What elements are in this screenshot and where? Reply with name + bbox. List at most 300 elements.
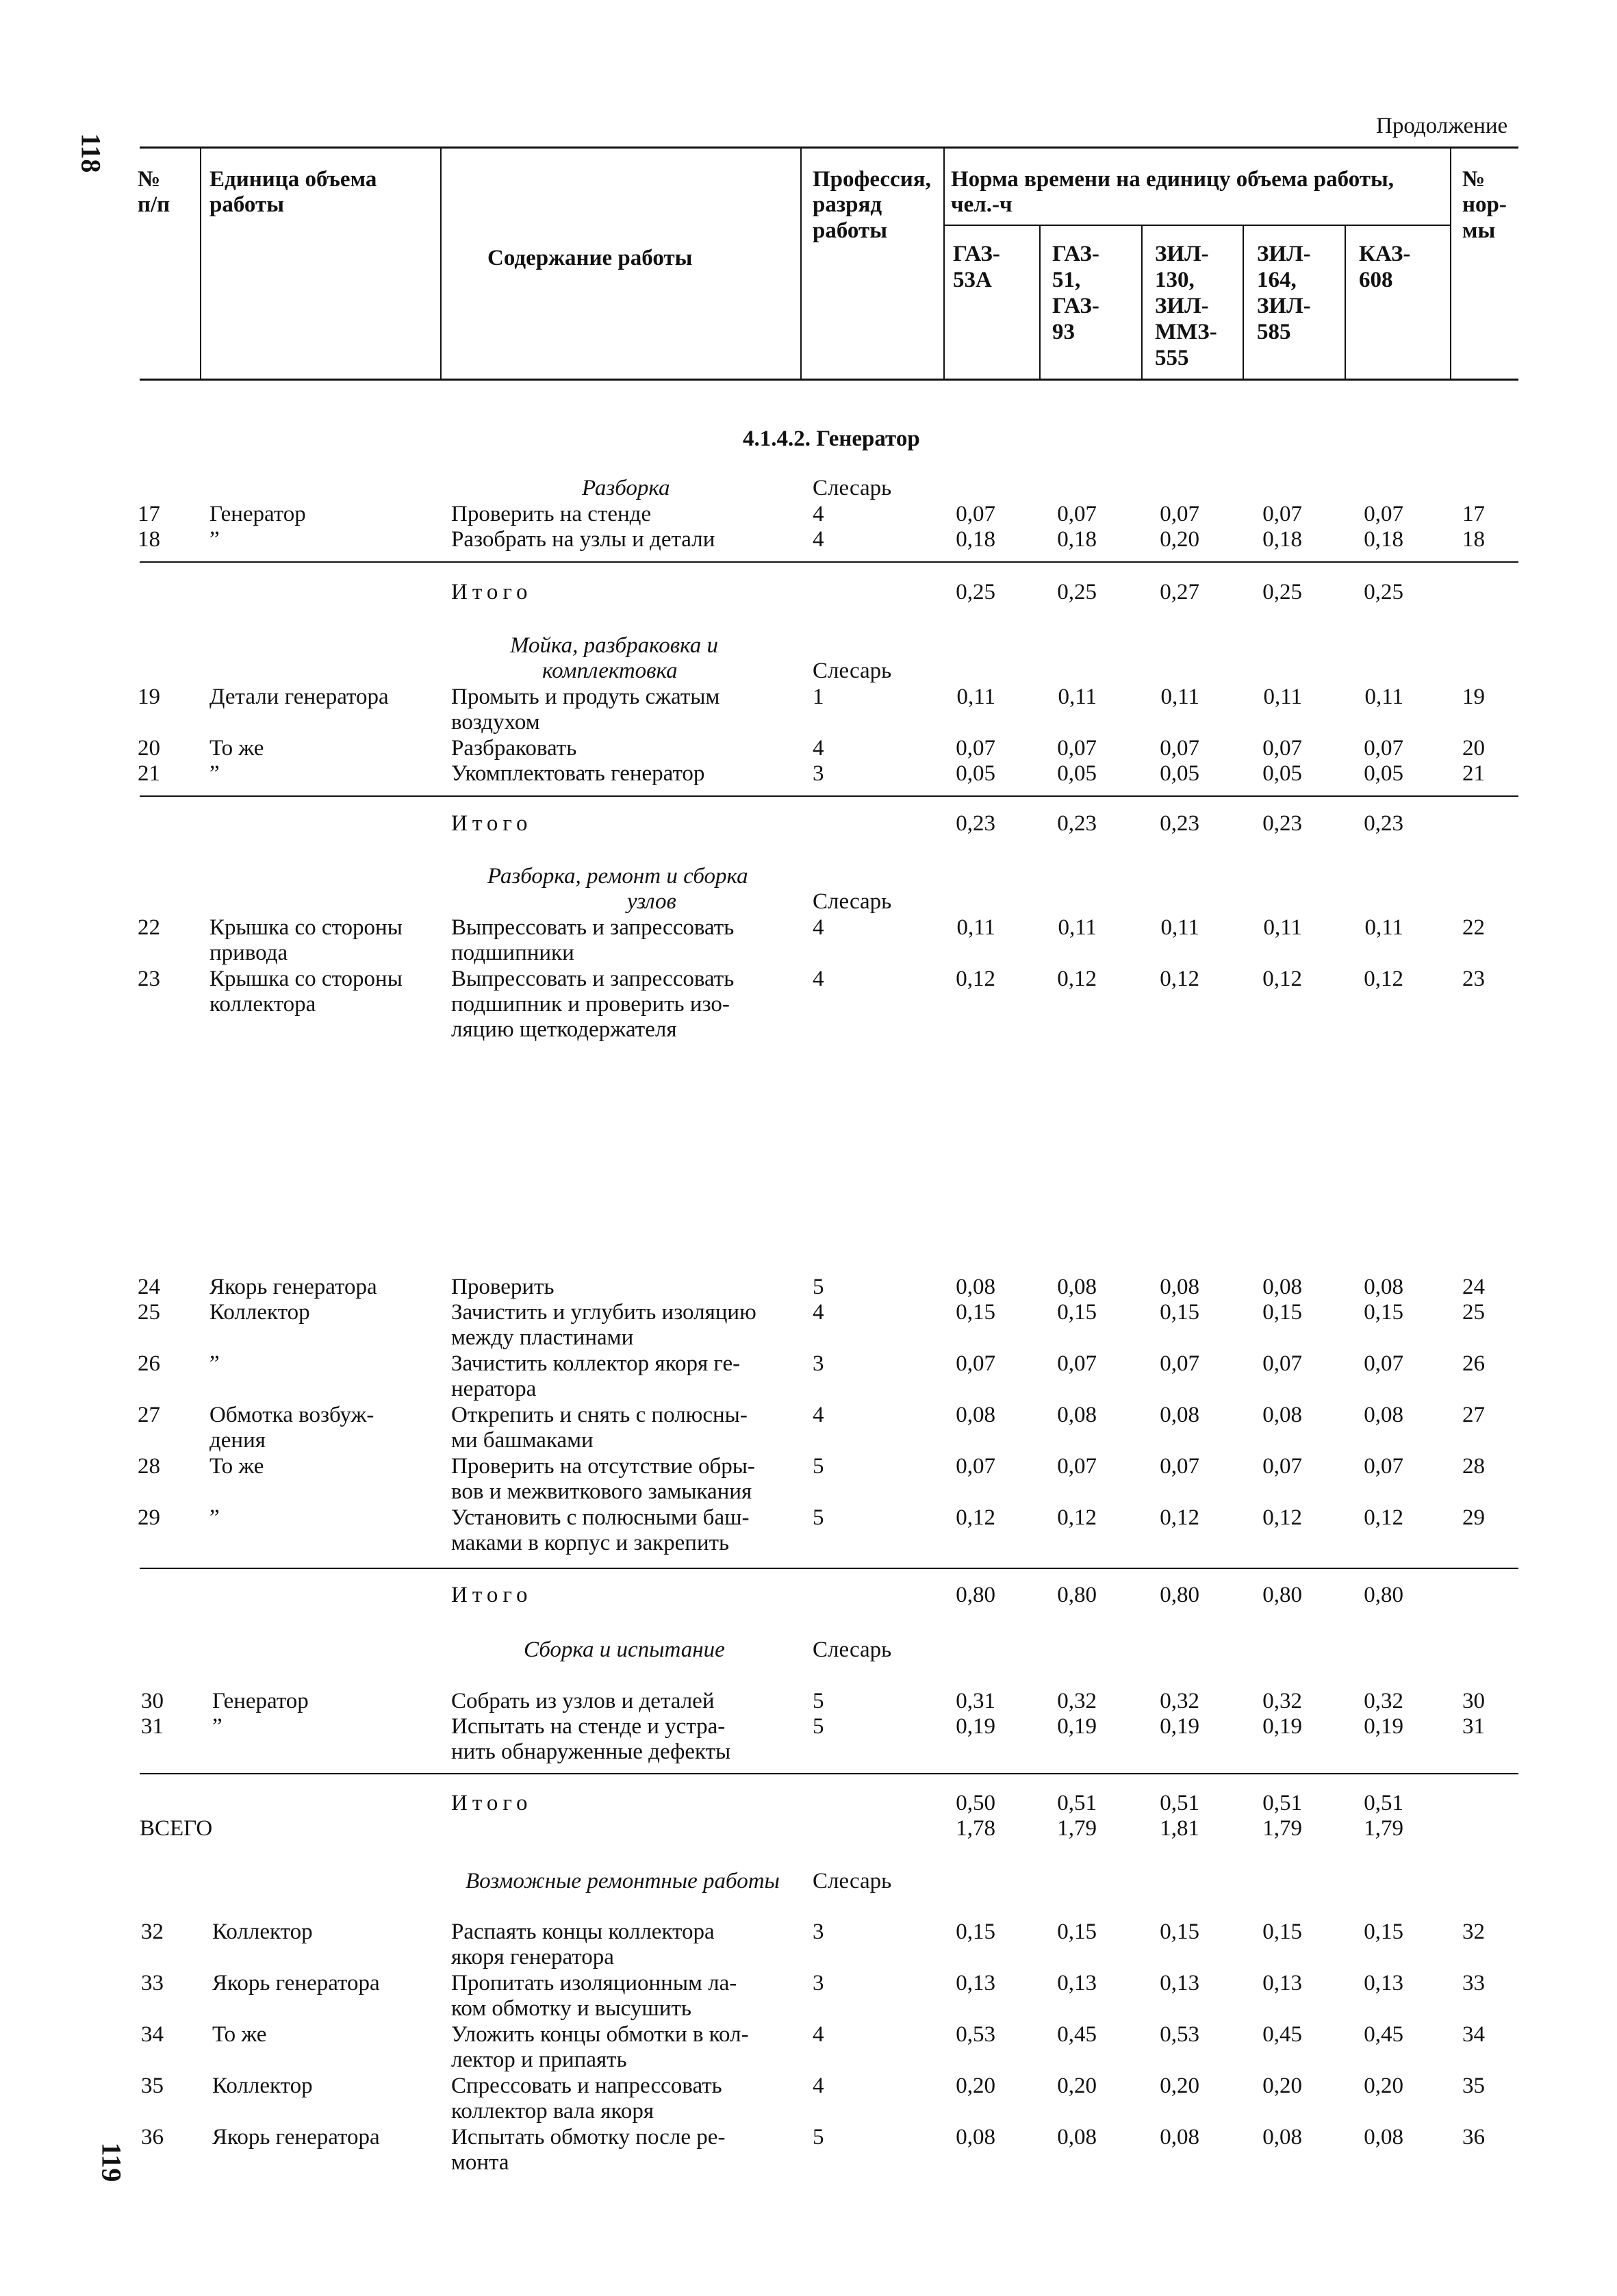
row-grade: 5 xyxy=(813,1454,824,1479)
row-value: 0,11 xyxy=(1263,915,1302,940)
row-number: 34 xyxy=(141,2022,164,2047)
model-line: 53А xyxy=(953,268,992,292)
row-value: 0,08 xyxy=(1160,1275,1199,1299)
grand-total-value: 1,78 xyxy=(956,1816,995,1841)
row-number: 17 xyxy=(138,502,160,526)
row-number: 33 xyxy=(141,1971,164,1995)
header-bottom-rule xyxy=(140,379,1518,381)
row-grade: 4 xyxy=(813,527,824,552)
grand-total-value: 1,79 xyxy=(1262,1816,1302,1841)
row-number: 32 xyxy=(141,1919,164,1944)
row-grade: 4 xyxy=(813,1403,824,1427)
row-content: Распаять концы коллектора xyxy=(451,1919,715,1944)
row-value: 0,32 xyxy=(1364,1689,1403,1713)
section-title: 4.1.4.2. Генератор xyxy=(743,426,920,451)
row-content: подшипники xyxy=(451,941,574,965)
row-value: 0,07 xyxy=(1160,502,1199,526)
total-label: Итого xyxy=(451,580,533,604)
row-value: 0,08 xyxy=(1057,1275,1097,1299)
row-content: Проверить на отсутствие обры- xyxy=(451,1454,755,1479)
row-value: 0,15 xyxy=(1262,1919,1302,1944)
row-value: 0,12 xyxy=(1364,1505,1403,1530)
model-zil164 xyxy=(1257,241,1311,345)
row-content: коллектор вала якоря xyxy=(451,2099,654,2123)
row-value: 0,11 xyxy=(1160,685,1199,709)
header-no-norm: нор- xyxy=(1462,192,1507,217)
row-number: 21 xyxy=(138,761,160,786)
header-profession: работы xyxy=(813,218,887,243)
subheading: Разборка xyxy=(582,476,670,500)
row-value: 0,05 xyxy=(1160,761,1199,786)
row-value: 0,15 xyxy=(1160,1300,1199,1325)
row-unit: ” xyxy=(209,761,220,786)
row-unit: привода xyxy=(209,941,288,965)
row-content: Уложить концы обмотки в кол- xyxy=(451,2022,749,2047)
row-number: 30 xyxy=(141,1689,164,1713)
row-unit: Коллектор xyxy=(209,1300,310,1325)
row-value: 0,07 xyxy=(956,1454,995,1479)
total-value: 0,80 xyxy=(1262,1583,1302,1607)
row-content: Выпрессовать и запрессовать xyxy=(451,915,735,940)
row-value: 0,19 xyxy=(1057,1714,1097,1739)
row-value: 0,15 xyxy=(1364,1300,1403,1325)
row-value: 0,15 xyxy=(956,1919,995,1944)
total-value: 0,23 xyxy=(1364,811,1403,836)
header-norm: чел.-ч xyxy=(951,192,1013,217)
row-value: 0,15 xyxy=(1262,1300,1302,1325)
row-unit: Обмотка возбуж- xyxy=(209,1403,374,1427)
total-value: 0,23 xyxy=(956,811,995,836)
profession-label: Слесарь xyxy=(813,1637,892,1662)
row-unit: Якорь генератора xyxy=(209,1275,377,1299)
row-value: 0,08 xyxy=(1262,2125,1302,2150)
row-number: 25 xyxy=(138,1300,160,1325)
model-line: КАЗ- xyxy=(1359,242,1411,266)
row-number: 29 xyxy=(138,1505,160,1530)
total-label: Итого xyxy=(451,1583,533,1607)
total-value: 0,51 xyxy=(1364,1791,1403,1815)
subheading: узлов xyxy=(627,889,676,914)
row-unit: То же xyxy=(212,2022,267,2047)
row-content: Укомплектовать генератор xyxy=(451,761,705,786)
header-no-norm: № xyxy=(1462,167,1486,192)
row-norm-number: 29 xyxy=(1462,1505,1485,1530)
profession-label: Слесарь xyxy=(813,1869,892,1893)
row-value: 0,07 xyxy=(1160,1351,1199,1376)
row-number: 35 xyxy=(141,2074,164,2098)
model-gaz53a xyxy=(953,241,1000,293)
row-grade: 4 xyxy=(813,915,824,940)
total-value: 0,23 xyxy=(1262,811,1302,836)
row-value: 0,19 xyxy=(1364,1714,1403,1739)
row-value: 0,11 xyxy=(1160,915,1199,940)
row-content: Открепить и снять с полюсны- xyxy=(451,1403,748,1427)
section-rule xyxy=(140,795,1518,797)
row-content: ляцию щеткодержателя xyxy=(451,1017,677,1042)
row-value: 0,20 xyxy=(956,2074,995,2098)
row-unit: Детали генератора xyxy=(209,685,389,709)
row-number: 22 xyxy=(138,915,160,940)
row-grade: 4 xyxy=(813,2022,824,2047)
row-value: 0,31 xyxy=(956,1689,995,1713)
total-label: Итого xyxy=(451,811,533,836)
row-content: Промыть и продуть сжатым xyxy=(451,685,720,709)
row-value: 0,53 xyxy=(956,2022,995,2047)
row-value: 0,11 xyxy=(1263,685,1302,709)
row-value: 0,12 xyxy=(1364,967,1403,991)
row-grade: 4 xyxy=(813,967,824,991)
row-value: 0,11 xyxy=(956,685,995,709)
header-divider xyxy=(1243,225,1244,380)
row-value: 0,05 xyxy=(1364,761,1403,786)
row-value: 0,07 xyxy=(1364,1454,1403,1479)
row-norm-number: 32 xyxy=(1462,1919,1485,1944)
model-line: ММЗ- xyxy=(1155,320,1217,344)
row-number: 27 xyxy=(138,1403,160,1427)
row-value: 0,11 xyxy=(1058,685,1097,709)
row-content: якоря генератора xyxy=(451,1945,614,1969)
model-line: 608 xyxy=(1359,268,1393,292)
model-zil130 xyxy=(1155,241,1217,371)
row-value: 0,11 xyxy=(1058,915,1097,940)
header-divider xyxy=(800,146,802,380)
row-value: 0,32 xyxy=(1262,1689,1302,1713)
row-value: 0,20 xyxy=(1364,2074,1403,2098)
header-divider xyxy=(1039,225,1041,380)
model-line: ЗИЛ- xyxy=(1155,242,1209,266)
subheading: Сборка и испытание xyxy=(524,1637,725,1662)
total-value: 0,51 xyxy=(1262,1791,1302,1815)
header-unit: работы xyxy=(209,192,284,217)
row-value: 0,08 xyxy=(1160,1403,1199,1427)
row-number: 31 xyxy=(141,1714,164,1739)
row-value: 0,20 xyxy=(1057,2074,1097,2098)
row-value: 0,15 xyxy=(1364,1919,1403,1944)
row-value: 0,07 xyxy=(1262,1454,1302,1479)
row-unit: ” xyxy=(209,527,220,552)
row-number: 28 xyxy=(138,1454,160,1479)
row-number: 19 xyxy=(138,685,160,709)
row-value: 0,08 xyxy=(1364,2125,1403,2150)
row-value: 0,08 xyxy=(956,1403,995,1427)
total-value: 0,80 xyxy=(1160,1583,1199,1607)
total-value: 0,23 xyxy=(1057,811,1097,836)
row-value: 0,32 xyxy=(1057,1689,1097,1713)
row-grade: 3 xyxy=(813,1351,824,1376)
profession-label: Слесарь xyxy=(813,659,892,683)
total-value: 0,25 xyxy=(1057,580,1097,604)
row-norm-number: 27 xyxy=(1462,1403,1485,1427)
model-line: ЗИЛ- xyxy=(1155,294,1209,318)
row-norm-number: 18 xyxy=(1462,527,1485,552)
row-value: 0,20 xyxy=(1160,2074,1199,2098)
row-grade: 5 xyxy=(813,1275,824,1299)
row-value: 0,13 xyxy=(1262,1971,1302,1995)
row-value: 0,32 xyxy=(1160,1689,1199,1713)
row-value: 0,15 xyxy=(1057,1300,1097,1325)
row-grade: 4 xyxy=(813,502,824,526)
row-content: Разобрать на узлы и детали xyxy=(451,527,715,552)
total-value: 0,50 xyxy=(956,1791,995,1815)
row-grade: 3 xyxy=(813,761,824,786)
row-norm-number: 26 xyxy=(1462,1351,1485,1376)
row-value: 0,07 xyxy=(956,736,995,761)
row-unit: Генератор xyxy=(212,1689,309,1713)
row-norm-number: 35 xyxy=(1462,2074,1485,2098)
row-value: 0,08 xyxy=(1057,2125,1097,2150)
row-value: 0,07 xyxy=(1262,502,1302,526)
model-line: 585 xyxy=(1257,320,1291,344)
row-value: 0,19 xyxy=(1160,1714,1199,1739)
row-value: 0,12 xyxy=(1057,1505,1097,1530)
model-kaz608 xyxy=(1359,241,1410,293)
row-content: Проверить на стенде xyxy=(451,502,652,526)
row-value: 0,08 xyxy=(1262,1275,1302,1299)
row-content: ми башмаками xyxy=(451,1428,594,1453)
profession-label: Слесарь xyxy=(813,476,892,500)
row-content: Разбраковать xyxy=(451,736,577,761)
row-value: 0,08 xyxy=(956,1275,995,1299)
model-line: 164, xyxy=(1257,268,1297,292)
model-line: ЗИЛ- xyxy=(1257,242,1311,266)
row-content: подшипник и проверить изо- xyxy=(451,992,730,1017)
row-value: 0,15 xyxy=(1160,1919,1199,1944)
row-value: 0,13 xyxy=(1160,1971,1199,1995)
total-value: 0,80 xyxy=(956,1583,995,1607)
row-value: 0,07 xyxy=(1262,1351,1302,1376)
row-content: Испытать обмотку после ре- xyxy=(451,2125,726,2150)
grand-total-value: 1,81 xyxy=(1160,1816,1199,1841)
row-unit: Генератор xyxy=(209,502,306,526)
row-value: 0,18 xyxy=(956,527,995,552)
row-value: 0,07 xyxy=(956,1351,995,1376)
row-unit: коллектора xyxy=(209,992,316,1017)
subheading: Мойка, разбраковка и xyxy=(510,633,718,658)
total-value: 0,51 xyxy=(1160,1791,1199,1815)
row-norm-number: 17 xyxy=(1462,502,1485,526)
header-content: Содержание работы xyxy=(487,246,693,270)
row-value: 0,18 xyxy=(1364,527,1403,552)
row-value: 0,13 xyxy=(1057,1971,1097,1995)
row-value: 0,07 xyxy=(1160,736,1199,761)
total-value: 0,80 xyxy=(1057,1583,1097,1607)
row-value: 0,11 xyxy=(1364,915,1403,940)
row-content: Проверить xyxy=(451,1275,555,1299)
row-content: Собрать из узлов и деталей xyxy=(451,1689,715,1713)
row-content: Установить с полюсными баш- xyxy=(451,1505,750,1530)
header-top-rule xyxy=(140,146,1518,149)
row-value: 0,05 xyxy=(956,761,995,786)
row-value: 0,07 xyxy=(1262,736,1302,761)
row-content: между пластинами xyxy=(451,1325,634,1350)
row-norm-number: 33 xyxy=(1462,1971,1485,1995)
row-content: вов и межвиткового замыкания xyxy=(451,1479,752,1504)
row-value: 0,45 xyxy=(1057,2022,1097,2047)
row-value: 0,19 xyxy=(1262,1714,1302,1739)
row-content: Выпрессовать и запрессовать xyxy=(451,967,735,991)
row-unit: ” xyxy=(209,1351,220,1376)
row-value: 0,45 xyxy=(1364,2022,1403,2047)
row-value: 0,15 xyxy=(956,1300,995,1325)
model-line: ГАЗ- xyxy=(953,242,1000,266)
header-divider xyxy=(1450,146,1451,380)
row-value: 0,12 xyxy=(956,1505,995,1530)
header-pp: п/п xyxy=(138,192,170,217)
row-unit: Якорь генератора xyxy=(212,1971,380,1995)
row-value: 0,12 xyxy=(1160,1505,1199,1530)
header-norm: Норма времени на единицу объема работы, xyxy=(951,167,1394,192)
profession-label: Слесарь xyxy=(813,889,892,914)
header-norm-rule xyxy=(943,225,1450,226)
header-profession: разряд xyxy=(813,192,882,217)
model-line: ЗИЛ- xyxy=(1257,294,1311,318)
row-content: Пропитать изоляционным ла- xyxy=(451,1971,737,1995)
model-line: 130, xyxy=(1155,268,1195,292)
row-number: 23 xyxy=(138,967,160,991)
row-norm-number: 25 xyxy=(1462,1300,1485,1325)
total-value: 0,51 xyxy=(1057,1791,1097,1815)
total-value: 0,25 xyxy=(1364,580,1403,604)
model-line: 51, xyxy=(1052,268,1081,292)
model-line: 93 xyxy=(1052,320,1075,344)
grand-total-value: 1,79 xyxy=(1057,1816,1097,1841)
row-unit: То же xyxy=(209,1454,264,1479)
row-unit: дения xyxy=(209,1428,266,1453)
row-unit: ” xyxy=(212,1714,222,1739)
header-divider xyxy=(943,146,945,380)
row-unit: Коллектор xyxy=(212,2074,313,2098)
row-content: маками в корпус и закрепить xyxy=(451,1531,730,1555)
row-number: 26 xyxy=(138,1351,160,1376)
header-divider xyxy=(440,146,442,380)
row-value: 0,53 xyxy=(1160,2022,1199,2047)
row-value: 0,12 xyxy=(1262,967,1302,991)
model-line: ГАЗ- xyxy=(1052,242,1099,266)
row-value: 0,08 xyxy=(1057,1403,1097,1427)
row-norm-number: 23 xyxy=(1462,967,1485,991)
row-value: 0,07 xyxy=(1364,736,1403,761)
row-value: 0,12 xyxy=(1160,967,1199,991)
row-value: 0,05 xyxy=(1057,761,1097,786)
row-value: 0,13 xyxy=(956,1971,995,1995)
row-norm-number: 36 xyxy=(1462,2125,1485,2150)
total-value: 0,23 xyxy=(1160,811,1199,836)
row-content: нератора xyxy=(451,1377,537,1401)
row-norm-number: 24 xyxy=(1462,1275,1485,1299)
row-value: 0,07 xyxy=(956,502,995,526)
grand-total-value: 1,79 xyxy=(1364,1816,1403,1841)
total-value: 0,25 xyxy=(1262,580,1302,604)
row-value: 0,12 xyxy=(956,967,995,991)
row-content: лектор и припаять xyxy=(451,2048,627,2072)
row-norm-number: 22 xyxy=(1462,915,1485,940)
row-content: монта xyxy=(451,2150,509,2175)
subheading: Возможные ремонтные работы xyxy=(466,1869,780,1893)
row-value: 0,08 xyxy=(956,2125,995,2150)
row-number: 36 xyxy=(141,2125,164,2150)
row-value: 0,07 xyxy=(1057,1351,1097,1376)
row-number: 18 xyxy=(138,527,160,552)
row-value: 0,07 xyxy=(1160,1454,1199,1479)
row-value: 0,18 xyxy=(1057,527,1097,552)
row-grade: 3 xyxy=(813,1971,824,1995)
header-unit: Единица объема xyxy=(209,167,377,192)
row-value: 0,12 xyxy=(1262,1505,1302,1530)
row-content: нить обнаруженные дефекты xyxy=(451,1739,731,1764)
row-value: 0,11 xyxy=(956,915,995,940)
row-grade: 1 xyxy=(813,685,824,709)
row-value: 0,15 xyxy=(1057,1919,1097,1944)
row-value: 0,07 xyxy=(1364,502,1403,526)
row-value: 0,20 xyxy=(1262,2074,1302,2098)
row-grade: 5 xyxy=(813,1714,824,1739)
row-value: 0,12 xyxy=(1057,967,1097,991)
row-grade: 4 xyxy=(813,736,824,761)
total-value: 0,25 xyxy=(956,580,995,604)
row-norm-number: 31 xyxy=(1462,1714,1485,1739)
row-norm-number: 20 xyxy=(1462,736,1485,761)
subheading: комплектовка xyxy=(542,659,678,683)
row-value: 0,07 xyxy=(1364,1351,1403,1376)
row-value: 0,19 xyxy=(956,1714,995,1739)
row-value: 0,07 xyxy=(1057,736,1097,761)
continuation-label: Продолжение xyxy=(1376,114,1508,138)
row-content: Зачистить коллектор якоря ге- xyxy=(451,1351,741,1376)
row-norm-number: 19 xyxy=(1462,685,1485,709)
total-label: Итого xyxy=(451,1791,533,1815)
row-grade: 5 xyxy=(813,1689,824,1713)
header-profession: Профессия, xyxy=(813,167,931,192)
header-divider xyxy=(200,146,201,380)
row-norm-number: 28 xyxy=(1462,1454,1485,1479)
row-content: воздухом xyxy=(451,710,540,735)
row-content: Испытать на стенде и устра- xyxy=(451,1714,726,1739)
grand-total-label: ВСЕГО xyxy=(140,1816,213,1841)
row-content: Спрессовать и напрессовать xyxy=(451,2074,722,2098)
row-unit: Якорь генератора xyxy=(212,2125,380,2150)
row-value: 0,08 xyxy=(1262,1403,1302,1427)
row-grade: 5 xyxy=(813,1505,824,1530)
row-value: 0,08 xyxy=(1364,1275,1403,1299)
row-number: 20 xyxy=(138,736,160,761)
header-divider xyxy=(1141,225,1143,380)
row-grade: 4 xyxy=(813,2074,824,2098)
section-rule xyxy=(140,1773,1518,1774)
row-norm-number: 21 xyxy=(1462,761,1485,786)
row-value: 0,07 xyxy=(1057,1454,1097,1479)
section-rule xyxy=(140,1568,1518,1569)
subheading: Разборка, ремонт и сборка xyxy=(487,864,748,889)
model-gaz51 xyxy=(1052,241,1099,345)
row-unit: Крышка со стороны xyxy=(209,915,403,940)
row-content: Зачистить и углубить изоляцию xyxy=(451,1300,756,1325)
row-value: 0,07 xyxy=(1057,502,1097,526)
row-value: 0,11 xyxy=(1364,685,1403,709)
header-divider xyxy=(1345,225,1346,380)
page-number-left: 118 xyxy=(75,133,107,173)
total-value: 0,80 xyxy=(1364,1583,1403,1607)
row-value: 0,08 xyxy=(1160,2125,1199,2150)
row-value: 0,05 xyxy=(1262,761,1302,786)
row-unit: Коллектор xyxy=(212,1919,313,1944)
row-value: 0,18 xyxy=(1262,527,1302,552)
row-grade: 3 xyxy=(813,1919,824,1944)
row-value: 0,13 xyxy=(1364,1971,1403,1995)
row-norm-number: 34 xyxy=(1462,2022,1485,2047)
row-number: 24 xyxy=(138,1275,160,1299)
section-rule xyxy=(140,561,1518,563)
row-value: 0,08 xyxy=(1364,1403,1403,1427)
